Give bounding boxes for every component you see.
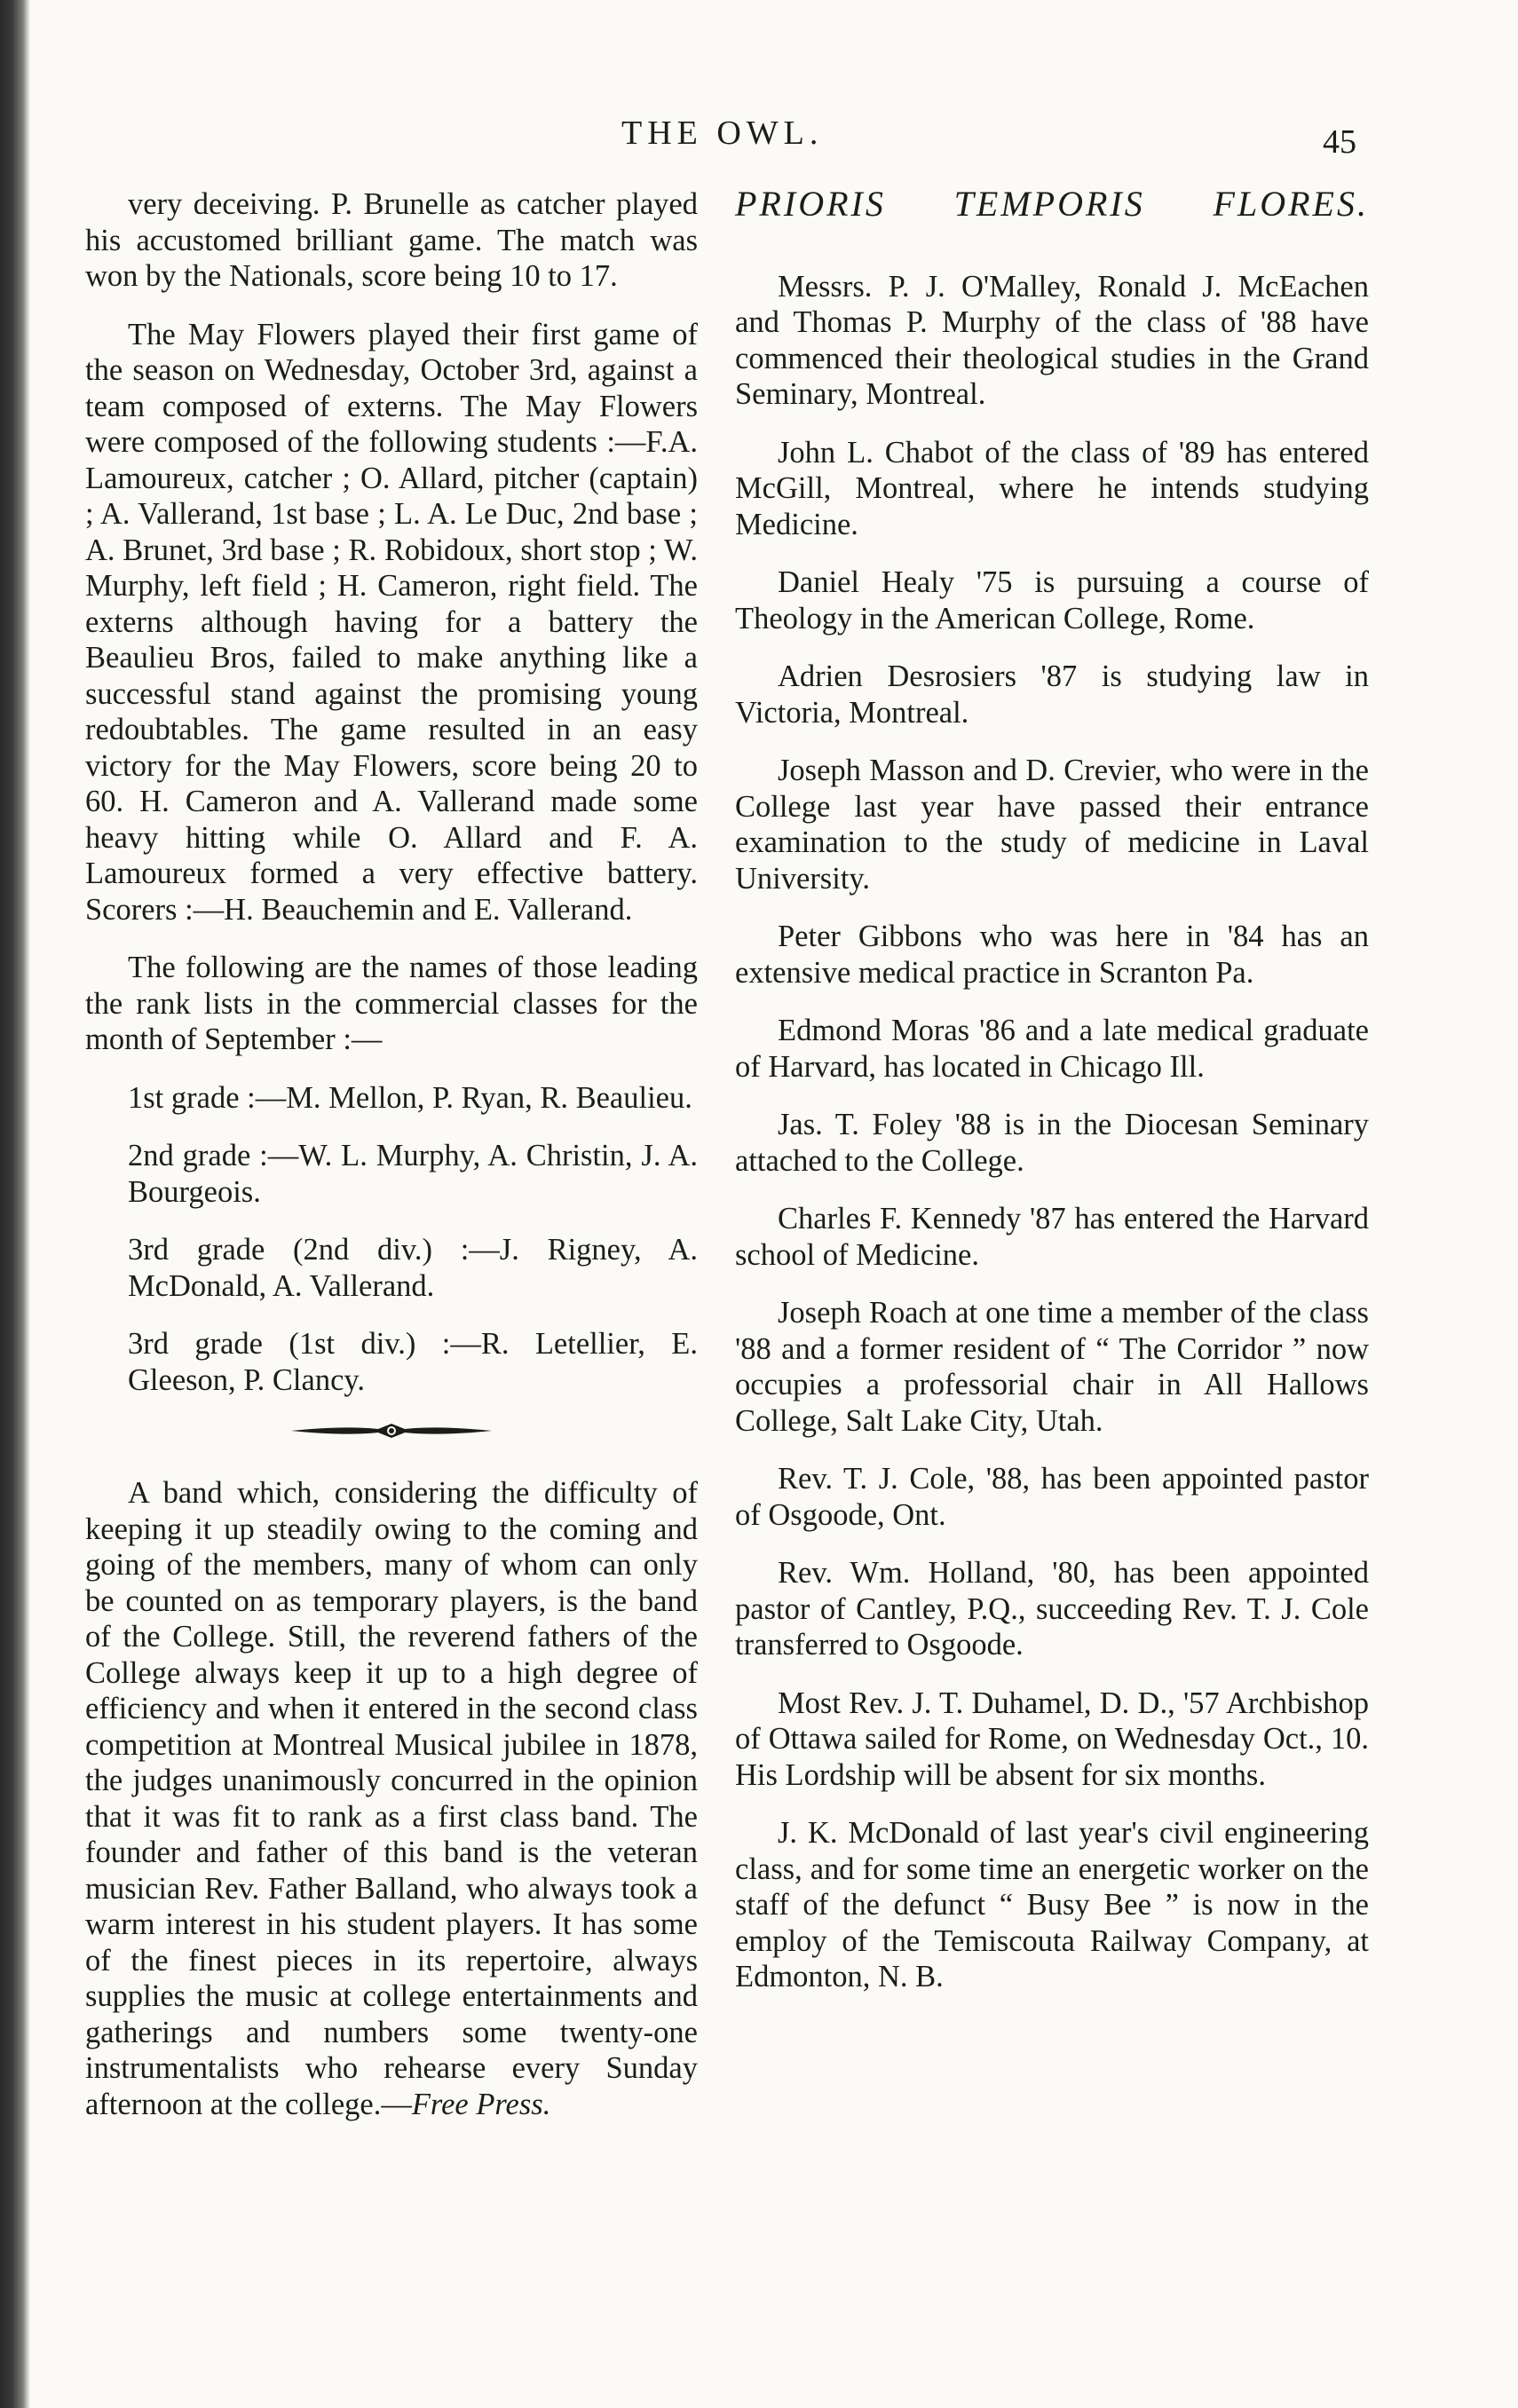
right-column bbox=[735, 186, 1369, 2017]
match-paragraph: very deceiving. P. Brunelle as catcher played his accustomed brilliant game. The match was won by the Nationals, score being 10 to 17. bbox=[85, 187, 698, 293]
book-binding-shadow bbox=[0, 0, 30, 2408]
alumni-item: Messrs. P. J. O'Malley, Ronald J. McEachen and Thomas P. Murphy of the class of '88 have commenced their theological studies in the Grand Seminary, Montreal. bbox=[735, 269, 1369, 411]
alumni-item: Most Rev. J. T. Duhamel, D. D., '57 Archbishop of Ottawa sailed for Rome, on Wednesday Oct., 10. His Lordship will be absent for six months. bbox=[735, 1686, 1369, 1792]
alumni-item: Charles F. Kennedy '87 has entered the Harvard school of Medicine. bbox=[735, 1202, 1369, 1272]
section-divider-ornament bbox=[289, 1420, 494, 1441]
alumni-item: Adrien Desrosiers '87 is studying law in Victoria, Montreal. bbox=[735, 659, 1369, 730]
page-number: 45 bbox=[1323, 123, 1356, 161]
grade-2-entry: 2nd grade :—W. L. Murphy, A. Christin, J. A. Bourgeois. bbox=[128, 1139, 698, 1209]
grade-3-2nd-div-entry: 3rd grade (2nd div.) :—J. Rigney, A. McDonald, A. Vallerand. bbox=[128, 1233, 698, 1303]
alumni-item: Peter Gibbons who was here in '84 has an extensive medical practice in Scranton Pa. bbox=[735, 920, 1369, 990]
alumni-item: Joseph Masson and D. Crevier, who were in the College last year have passed their entrance examination to the study of medicine in Laval University. bbox=[735, 754, 1369, 896]
section-title: PRIORIS TEMPORIS FLORES. bbox=[735, 184, 1369, 224]
running-head: THE OWL. bbox=[621, 114, 824, 152]
alumni-item: Rev. Wm. Holland, '80, has been appointed pastor of Cantley, P.Q., succeeding Rev. T. J. Cole transferred to Osgoode. bbox=[735, 1556, 1369, 1662]
alumni-item: Joseph Roach at one time a member of the class '88 and a former resident of “ The Corridor ” now occupies a professorial chair in All Hallows College, Salt Lake City, Utah. bbox=[735, 1296, 1369, 1438]
alumni-item: Daniel Healy '75 is pursuing a course of Theology in the American College, Rome. bbox=[735, 565, 1369, 636]
alumni-item: Edmond Moras '86 and a late medical graduate of Harvard, has located in Chicago Ill. bbox=[735, 1014, 1369, 1084]
band-paragraph-text: A band which, considering the difficulty of keeping it up steadily owing to the coming and going of the members, many of whom can only be counted on as temporary players, is the band of the College. Still, the reverend fathers of the College always keep it up to a high degree of efficiency and when it entered in the second class competition at Montreal Musical jubilee in 1878, the judges unanimously concurred in the opinion that it was fit to rank as a first class band. The founder and father of this band is the veteran musician Rev. Father Balland, who always took a warm interest in his student players. It has some of the finest pieces in its repertoire, always supplies the music at college entertainments and gatherings and numbers some twenty-one instrumentalists who rehearse every Sunday afternoon at the college.— bbox=[85, 1476, 698, 2121]
may-flowers-paragraph: The May Flowers played their first game of the season on Wednesday, October 3rd, against a team composed of externs. The May Flowers were composed of the following students :—F.A. Lamoureux, catcher ; O. Allard, pitcher (captain) ; A. Vallerand, 1st base ; L. A. Le Duc, 2nd base ; A. Brunet, 3rd base ; R. Robidoux, short stop ; W. Murphy, left field ; H. Cameron, right field. The externs although having for a battery the Beaulieu Bros, failed to make anything like a successful stand against the promising young redoubtables. The game resulted in an easy victory for the May Flowers, score being 20 to 60. H. Cameron and A. Vallerand made some heavy hitting while O. Allard and F. A. Lamoureux formed a very effective battery. Scorers :—H. Beauchemin and E. Vallerand. bbox=[85, 317, 698, 927]
rank-list-intro: The following are the names of those leading the rank lists in the commercial classes for the month of September :— bbox=[85, 951, 698, 1056]
alumni-item: J. K. McDonald of last year's civil engineering class, and for some time an energetic worker on the staff of the defunct “ Busy Bee ” is now in the employ of the Temiscouta Railway Company, at Edmonton, N. B. bbox=[735, 1816, 1369, 1994]
grade-3-1st-div-entry: 3rd grade (1st div.) :—R. Letellier, E. Gleeson, P. Clancy. bbox=[128, 1327, 698, 1397]
band-paragraph bbox=[85, 1475, 698, 2122]
left-column bbox=[85, 186, 698, 2144]
band-source: Free Press. bbox=[411, 2087, 551, 2121]
alumni-item: Jas. T. Foley '88 is in the Diocesan Seminary attached to the College. bbox=[735, 1108, 1369, 1178]
grade-1-entry: 1st grade :—M. Mellon, P. Ryan, R. Beaulieu. bbox=[128, 1080, 692, 1115]
alumni-item: John L. Chabot of the class of '89 has entered McGill, Montreal, where he intends studying Medicine. bbox=[735, 435, 1369, 541]
alumni-item: Rev. T. J. Cole, '88, has been appointed pastor of Osgoode, Ont. bbox=[735, 1462, 1369, 1532]
